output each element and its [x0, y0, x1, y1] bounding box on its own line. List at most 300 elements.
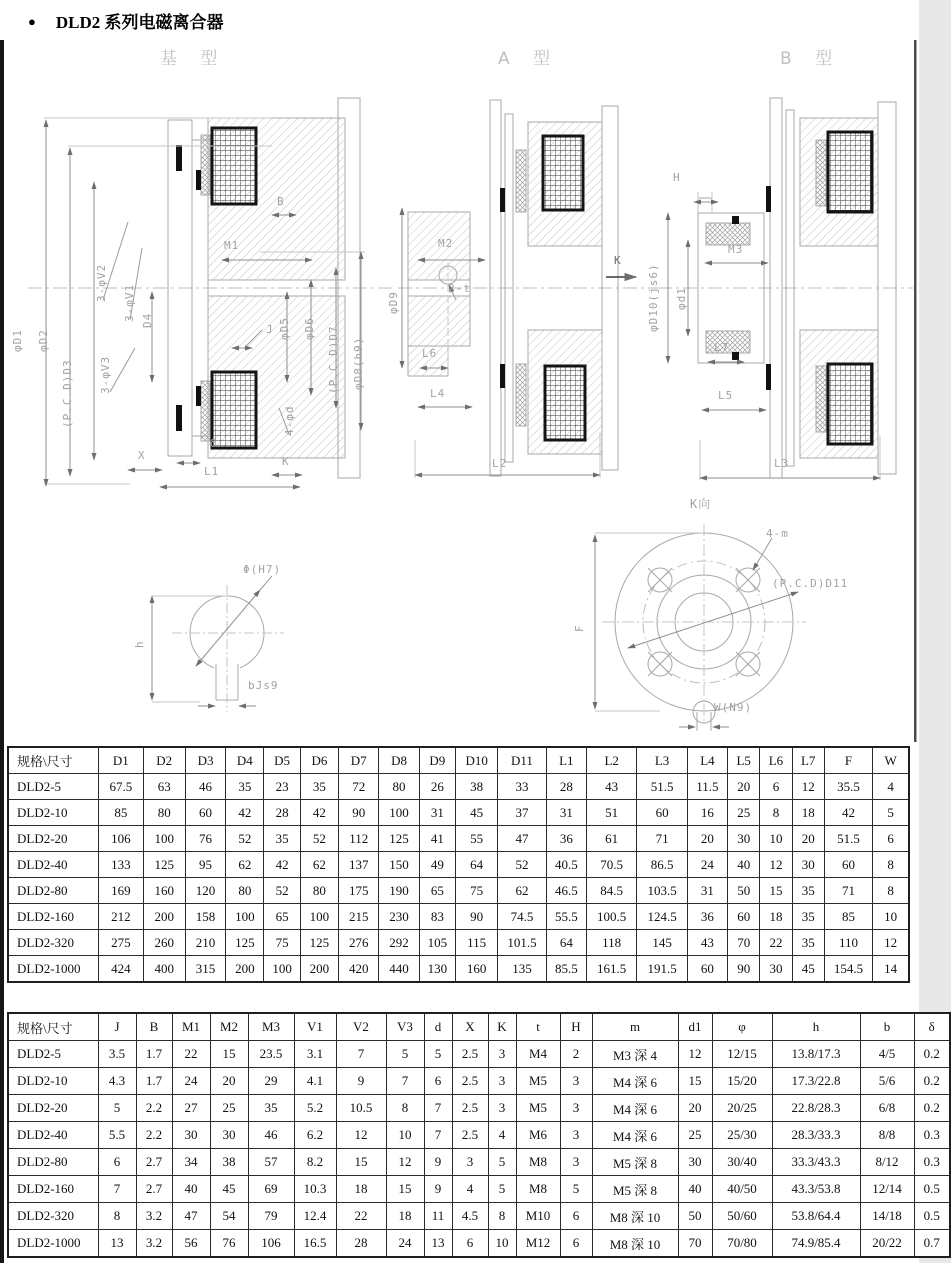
table-cell: 7: [336, 1041, 386, 1068]
table-cell: 47: [498, 826, 546, 852]
table-cell: 22: [336, 1203, 386, 1230]
table-cell: 106: [248, 1230, 294, 1258]
table-cell: DLD2-320: [8, 1203, 98, 1230]
dim-label: M2: [438, 237, 454, 250]
table-cell: 31: [687, 878, 727, 904]
table-cell: 276: [339, 930, 379, 956]
table-cell: DLD2-160: [8, 904, 99, 930]
table-cell: 5: [488, 1149, 516, 1176]
table-header-cell: h: [772, 1013, 860, 1041]
table-cell: 40: [172, 1176, 210, 1203]
table-cell: 440: [379, 956, 419, 983]
table-cell: 8: [760, 800, 792, 826]
table-cell: 150: [379, 852, 419, 878]
table-cell: 22: [760, 930, 792, 956]
table-cell: 74.5: [498, 904, 546, 930]
table-cell: 18: [386, 1203, 424, 1230]
table-cell: 10.5: [336, 1095, 386, 1122]
table-cell: 6: [560, 1230, 592, 1258]
table-header-cell: D7: [339, 747, 379, 774]
dim-label: L4: [430, 387, 446, 400]
table-cell: 0.3: [914, 1122, 950, 1149]
table-cell: 23.5: [248, 1041, 294, 1068]
table-cell: 25: [678, 1122, 712, 1149]
table-cell: 6: [424, 1068, 452, 1095]
table-cell: DLD2-80: [8, 1149, 98, 1176]
table-cell: 190: [379, 878, 419, 904]
table-cell: 63: [143, 774, 185, 800]
table-header-cell: m: [592, 1013, 678, 1041]
table-cell: 105: [419, 930, 455, 956]
table-cell: 72: [339, 774, 379, 800]
table-cell: 160: [143, 878, 185, 904]
table-header-cell: φ: [712, 1013, 772, 1041]
table-header-cell: D10: [455, 747, 497, 774]
table-cell: 86.5: [637, 852, 687, 878]
table-cell: 23: [264, 774, 300, 800]
dim-label: φD1: [11, 329, 24, 352]
table-cell: 4: [452, 1176, 488, 1203]
base-type-drawing: [28, 98, 392, 487]
table-cell: 95: [185, 852, 225, 878]
table-cell: 2.5: [452, 1095, 488, 1122]
table-cell: 200: [300, 956, 338, 983]
table-cell: M4 深 6: [592, 1095, 678, 1122]
table-cell: 46.5: [546, 878, 586, 904]
table-header-cell: V1: [294, 1013, 336, 1041]
dim-label: B: [277, 195, 285, 208]
table-cell: 22.8/28.3: [772, 1095, 860, 1122]
dim-label: 3-φV2: [95, 263, 108, 302]
table-cell: 15: [386, 1176, 424, 1203]
table-row: [8, 1203, 950, 1230]
table-cell: 35: [264, 826, 300, 852]
table-cell: 85.5: [546, 956, 586, 983]
table-cell: 46: [185, 774, 225, 800]
dim-label: J: [266, 323, 274, 336]
table-cell: 2.5: [452, 1041, 488, 1068]
table-cell: 28.3/33.3: [772, 1122, 860, 1149]
table-header-cell: F: [824, 747, 872, 774]
table-cell: 125: [226, 930, 264, 956]
table-cell: DLD2-5: [8, 1041, 98, 1068]
dim-label: φD9: [387, 291, 400, 314]
dimensions-table-2: [7, 1012, 951, 1258]
table-cell: 12: [336, 1122, 386, 1149]
table-cell: 80: [143, 800, 185, 826]
table-cell: M5: [516, 1068, 560, 1095]
table-header-cell: D6: [300, 747, 338, 774]
table-row: [8, 800, 909, 826]
table-cell: 137: [339, 852, 379, 878]
table-cell: M8: [516, 1149, 560, 1176]
table-cell: 0.2: [914, 1041, 950, 1068]
dim-label: 3-φV1: [123, 283, 136, 322]
dim-label: W(N9): [714, 701, 753, 714]
table-cell: 25/30: [712, 1122, 772, 1149]
table-header-cell: B: [136, 1013, 172, 1041]
dim-label: φD6: [303, 317, 316, 340]
table-cell: 71: [824, 878, 872, 904]
dim-label: φd1: [675, 287, 688, 310]
table-cell: 85: [99, 800, 143, 826]
bullet-icon: ●: [28, 14, 36, 29]
dim-label: 3-φV3: [99, 355, 112, 394]
table-cell: 20: [678, 1095, 712, 1122]
table-cell: 52: [226, 826, 264, 852]
table-cell: 8: [98, 1203, 136, 1230]
table-cell: 2.2: [136, 1095, 172, 1122]
table-cell: 10.3: [294, 1176, 336, 1203]
table-cell: 7: [424, 1122, 452, 1149]
table-cell: 118: [586, 930, 636, 956]
table-cell: 24: [386, 1230, 424, 1258]
table-cell: 64: [455, 852, 497, 878]
table-cell: 161.5: [586, 956, 636, 983]
table-header-cell: X: [452, 1013, 488, 1041]
table-cell: 7: [424, 1095, 452, 1122]
table-cell: 20: [210, 1068, 248, 1095]
table-cell: 28: [546, 774, 586, 800]
table-cell: 17.3/22.8: [772, 1068, 860, 1095]
table-cell: 3: [452, 1149, 488, 1176]
table-cell: 6: [873, 826, 909, 852]
table-header-cell: δ: [914, 1013, 950, 1041]
table-cell: 52: [300, 826, 338, 852]
dim-label: 4-m: [766, 527, 789, 540]
table-cell: 61: [586, 826, 636, 852]
table-cell: 45: [455, 800, 497, 826]
table-cell: DLD2-20: [8, 826, 99, 852]
table-cell: 10: [488, 1230, 516, 1258]
table-cell: 33.3/43.3: [772, 1149, 860, 1176]
table-cell: 158: [185, 904, 225, 930]
table-cell: DLD2-10: [8, 1068, 98, 1095]
table-header-cell: L5: [728, 747, 760, 774]
dim-label: δ: [210, 437, 218, 450]
table-cell: 18: [760, 904, 792, 930]
table-cell: 45: [210, 1176, 248, 1203]
table-header-cell: L2: [586, 747, 636, 774]
table-cell: 130: [419, 956, 455, 983]
table-cell: 53.8/64.4: [772, 1203, 860, 1230]
table-cell: 0.7: [914, 1230, 950, 1258]
table-header-cell: D2: [143, 747, 185, 774]
dim-label: H: [673, 171, 681, 184]
table-cell: 30: [172, 1122, 210, 1149]
table-cell: 84.5: [586, 878, 636, 904]
table-cell: 18: [792, 800, 824, 826]
table-cell: 100: [226, 904, 264, 930]
table-cell: 50: [728, 878, 760, 904]
table-cell: 0.5: [914, 1203, 950, 1230]
table-cell: 1.7: [136, 1041, 172, 1068]
table-cell: 28: [264, 800, 300, 826]
table-cell: DLD2-1000: [8, 1230, 98, 1258]
table-cell: 400: [143, 956, 185, 983]
table-cell: 33: [498, 774, 546, 800]
table-cell: 135: [498, 956, 546, 983]
table-cell: 90: [455, 904, 497, 930]
table-cell: 124.5: [637, 904, 687, 930]
table-cell: 60: [824, 852, 872, 878]
table-cell: 30: [678, 1149, 712, 1176]
table-cell: 16: [687, 800, 727, 826]
table-cell: 49: [419, 852, 455, 878]
table-cell: 40.5: [546, 852, 586, 878]
table-cell: 106: [99, 826, 143, 852]
table-cell: 6: [452, 1230, 488, 1258]
table-cell: 5.5: [98, 1122, 136, 1149]
table-cell: 6.2: [294, 1122, 336, 1149]
table-cell: 55: [455, 826, 497, 852]
table-header-cell: M3: [248, 1013, 294, 1041]
table-cell: 60: [637, 800, 687, 826]
dim-label: φD10(js6): [647, 263, 660, 332]
table-cell: 10: [873, 904, 909, 930]
table-header-cell: D9: [419, 747, 455, 774]
table-cell: 8: [873, 878, 909, 904]
dim-label: M3: [728, 243, 744, 256]
drawing-type-label-b: B 型: [780, 49, 842, 69]
table-cell: 103.5: [637, 878, 687, 904]
table-cell: 424: [99, 956, 143, 983]
table-cell: 18: [336, 1176, 386, 1203]
table-cell: DLD2-80: [8, 878, 99, 904]
dim-label: K: [614, 254, 622, 267]
table-cell: 37: [498, 800, 546, 826]
dim-label: (P.C.D)D11: [772, 577, 849, 590]
table-cell: 35: [226, 774, 264, 800]
dim-label: 4-φd: [283, 405, 296, 436]
table-cell: M8 深 10: [592, 1203, 678, 1230]
table-row: [8, 1230, 950, 1258]
table-cell: 12: [678, 1041, 712, 1068]
table-row: [8, 774, 909, 800]
table-cell: 11: [424, 1203, 452, 1230]
dim-label: φD5: [278, 317, 291, 340]
table-row: [8, 1041, 950, 1068]
table-row: [8, 1068, 950, 1095]
table-cell: 80: [226, 878, 264, 904]
table-cell: 15: [678, 1068, 712, 1095]
page-right-border: [914, 40, 917, 742]
table-cell: 200: [143, 904, 185, 930]
table-cell: DLD2-20: [8, 1095, 98, 1122]
dim-label: Φ(H7): [243, 563, 282, 576]
table-cell: 9: [424, 1176, 452, 1203]
table-header-cell: D3: [185, 747, 225, 774]
table-cell: 30: [760, 956, 792, 983]
table-cell: 30: [210, 1122, 248, 1149]
table-cell: 38: [210, 1149, 248, 1176]
dim-label: K向: [690, 497, 712, 511]
table-cell: 4.3: [98, 1068, 136, 1095]
table-cell: 52: [498, 852, 546, 878]
table-cell: 65: [419, 878, 455, 904]
dimensions-table-1: [7, 746, 910, 983]
table-cell: 8: [873, 852, 909, 878]
table-cell: 57: [248, 1149, 294, 1176]
table-cell: 24: [172, 1068, 210, 1095]
table-cell: M5 深 8: [592, 1176, 678, 1203]
drawing-type-label-a: A 型: [498, 49, 560, 69]
dim-label: φD8(h9): [352, 336, 365, 390]
table-header-cell: 规格\尺寸: [8, 747, 99, 774]
table-cell: M3 深 4: [592, 1041, 678, 1068]
table-cell: 5: [424, 1041, 452, 1068]
table-cell: 11.5: [687, 774, 727, 800]
table-cell: 2.7: [136, 1149, 172, 1176]
table-cell: 41: [419, 826, 455, 852]
table-cell: 47: [172, 1203, 210, 1230]
table-cell: 75: [455, 878, 497, 904]
table-cell: 3.2: [136, 1230, 172, 1258]
dim-label: K: [282, 455, 290, 468]
table-cell: 5: [560, 1176, 592, 1203]
table-cell: 40: [728, 852, 760, 878]
table-cell: 12.4: [294, 1203, 336, 1230]
table-cell: 0.3: [914, 1149, 950, 1176]
table-row: [8, 1176, 950, 1203]
table-cell: 12: [792, 774, 824, 800]
table-cell: 100.5: [586, 904, 636, 930]
table-cell: 20/25: [712, 1095, 772, 1122]
table-cell: 2: [560, 1041, 592, 1068]
table-cell: 20: [687, 826, 727, 852]
table-cell: 27: [172, 1095, 210, 1122]
table-header-cell: D4: [226, 747, 264, 774]
table-cell: 0.2: [914, 1095, 950, 1122]
table-cell: 9: [424, 1149, 452, 1176]
table-cell: 5: [873, 800, 909, 826]
table-cell: DLD2-5: [8, 774, 99, 800]
table-cell: 36: [687, 904, 727, 930]
table-cell: 31: [419, 800, 455, 826]
table-cell: 7: [386, 1068, 424, 1095]
dim-label: L7: [714, 341, 730, 354]
table-cell: 9: [336, 1068, 386, 1095]
table-cell: 13: [98, 1230, 136, 1258]
table-cell: 20/22: [860, 1230, 914, 1258]
table-cell: 5/6: [860, 1068, 914, 1095]
table-row: [8, 878, 909, 904]
table-cell: 3.1: [294, 1041, 336, 1068]
table-cell: 100: [379, 800, 419, 826]
table-header-cell: d1: [678, 1013, 712, 1041]
table-header-row: [8, 747, 909, 774]
table-cell: 62: [498, 878, 546, 904]
table-cell: 35: [300, 774, 338, 800]
table-cell: 34: [172, 1149, 210, 1176]
table-cell: 3: [560, 1149, 592, 1176]
table-header-cell: M2: [210, 1013, 248, 1041]
table-cell: 420: [339, 956, 379, 983]
table-cell: 120: [185, 878, 225, 904]
table-cell: 38: [455, 774, 497, 800]
table-cell: 8.2: [294, 1149, 336, 1176]
table-cell: 28: [336, 1230, 386, 1258]
table-header-cell: L1: [546, 747, 586, 774]
table-header-cell: L7: [792, 747, 824, 774]
table-cell: 42: [226, 800, 264, 826]
table-header-cell: W: [873, 747, 909, 774]
table-cell: 20: [792, 826, 824, 852]
drawing-type-label-base: 基 型: [160, 49, 227, 69]
table-cell: 100: [264, 956, 300, 983]
table-cell: 35: [792, 878, 824, 904]
table-cell: 64: [546, 930, 586, 956]
table-cell: 40/50: [712, 1176, 772, 1203]
table-cell: 90: [728, 956, 760, 983]
table-cell: 70/80: [712, 1230, 772, 1258]
table-cell: 6: [560, 1203, 592, 1230]
table-cell: 43: [586, 774, 636, 800]
table-cell: 26: [419, 774, 455, 800]
table-cell: 85: [824, 904, 872, 930]
table-cell: 12: [386, 1149, 424, 1176]
table-cell: 101.5: [498, 930, 546, 956]
dim-label: M1: [224, 239, 240, 252]
table-cell: 8: [488, 1203, 516, 1230]
table-cell: 35: [248, 1095, 294, 1122]
table-cell: 45: [792, 956, 824, 983]
table-cell: 215: [339, 904, 379, 930]
table-header-cell: M1: [172, 1013, 210, 1041]
table-cell: 70.5: [586, 852, 636, 878]
table-cell: 100: [143, 826, 185, 852]
table-cell: 125: [379, 826, 419, 852]
table-cell: 210: [185, 930, 225, 956]
table-cell: 90: [339, 800, 379, 826]
table-cell: M6: [516, 1122, 560, 1149]
table-cell: DLD2-40: [8, 852, 99, 878]
table-cell: 15: [760, 878, 792, 904]
table-cell: 5: [488, 1176, 516, 1203]
dim-label: L1: [204, 465, 220, 478]
table-cell: 4: [488, 1122, 516, 1149]
table-cell: M4 深 6: [592, 1068, 678, 1095]
table-row: [8, 1095, 950, 1122]
table-cell: 29: [248, 1068, 294, 1095]
table-cell: 52: [264, 878, 300, 904]
table-cell: 6: [760, 774, 792, 800]
dim-label: L2: [492, 457, 508, 470]
table-cell: 12/15: [712, 1041, 772, 1068]
table-cell: 4.1: [294, 1068, 336, 1095]
table-cell: 3.5: [98, 1041, 136, 1068]
table-cell: 3: [560, 1122, 592, 1149]
table-cell: 8/8: [860, 1122, 914, 1149]
table-cell: 40: [678, 1176, 712, 1203]
table-header-cell: D1: [99, 747, 143, 774]
table-header-cell: d: [424, 1013, 452, 1041]
table-cell: 3: [488, 1068, 516, 1095]
table-header-cell: V3: [386, 1013, 424, 1041]
table-cell: 50: [678, 1203, 712, 1230]
table-cell: 43: [687, 930, 727, 956]
table-cell: 4/5: [860, 1041, 914, 1068]
dim-label: φD2: [37, 329, 50, 352]
table-cell: 42: [264, 852, 300, 878]
table-cell: 30/40: [712, 1149, 772, 1176]
table-cell: 2.5: [452, 1122, 488, 1149]
table-cell: 79: [248, 1203, 294, 1230]
table-cell: 25: [210, 1095, 248, 1122]
table-cell: 62: [300, 852, 338, 878]
dim-label: X: [138, 449, 146, 462]
table-cell: 169: [99, 878, 143, 904]
